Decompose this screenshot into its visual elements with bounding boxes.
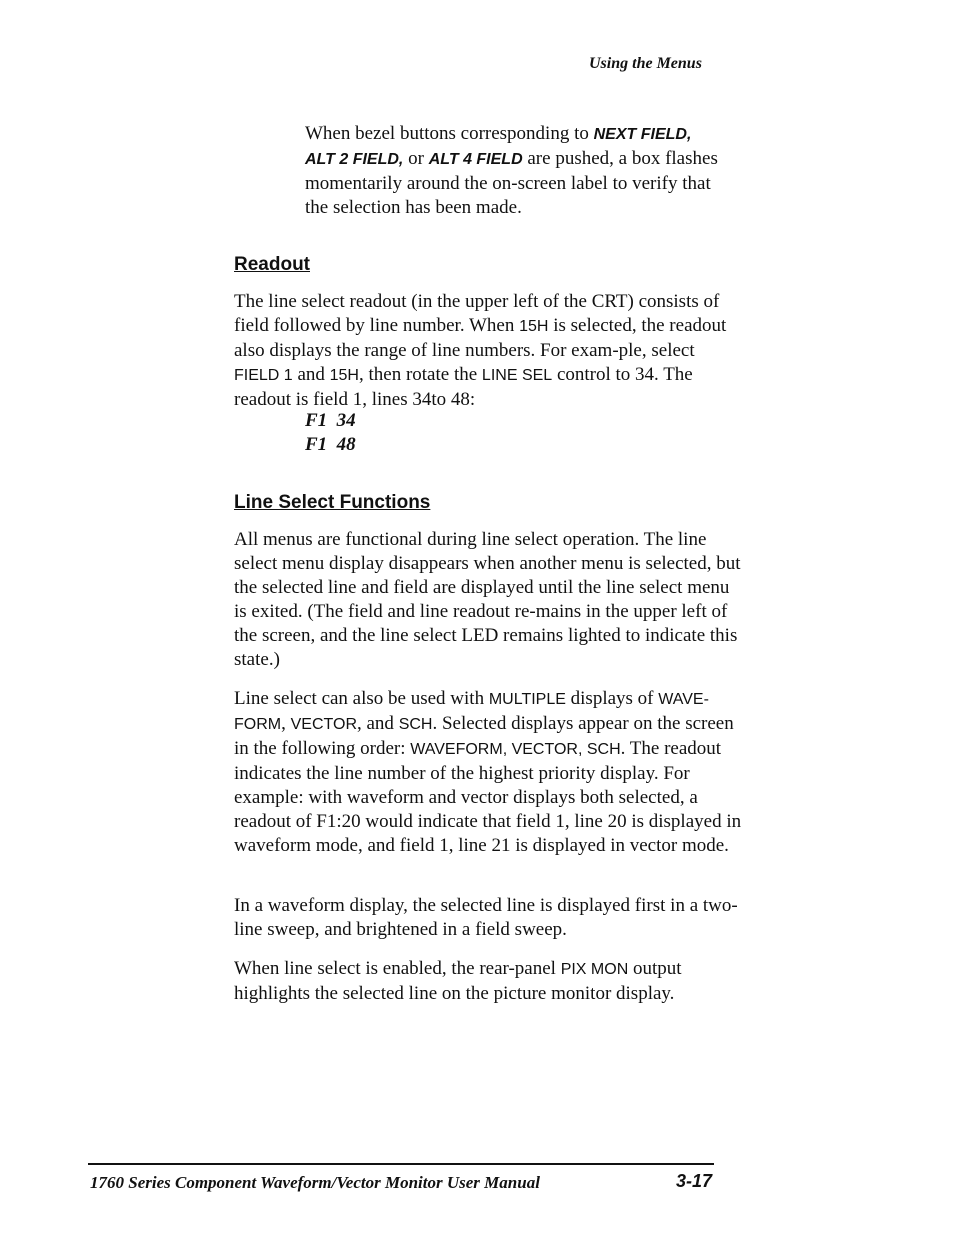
paragraph-text: , (281, 713, 291, 734)
readout-example-line-1: F1 34 (305, 410, 356, 431)
keyword-pix-mon: PIX MON (560, 961, 629, 978)
readout-text: control to 34. The readout is field 1, lines 34to 48: (234, 364, 693, 410)
paragraph-text: , and (357, 713, 399, 734)
readout-text: and (292, 364, 330, 385)
keyword-field-1: FIELD 1 (234, 367, 293, 384)
paragraph-text: output highlights the selected line on the picture monitor display. (234, 958, 682, 1004)
intro-paragraph (305, 122, 735, 220)
line-select-paragraph-3: In a waveform display, the selected line is displayed first in a two-line sweep, and brightened in a field sweep. (234, 895, 738, 940)
keyword-vector: VECTOR (290, 716, 357, 733)
line-select-paragraph-4 (234, 957, 744, 1006)
keyword-sch: SCH (398, 716, 433, 733)
keyword-15h: 15H (519, 318, 549, 335)
intro-text: are pushed, a box flashes momentarily around the on-screen label to verify that the selection has been made. (305, 148, 718, 218)
paragraph-text: Line select can also be used with (234, 688, 489, 709)
section-heading-line-select-functions: Line Select Functions (234, 492, 431, 513)
page-number: 3-17 (676, 1171, 713, 1191)
readout-text: , then rotate the (358, 364, 482, 385)
intro-text: or (403, 148, 429, 169)
readout-paragraph (234, 290, 740, 412)
line-select-paragraph-1: All menus are functional during line select operation. The line select menu display disappears when another menu is selected, but the selected line and field are displayed until the line select menu is exited. (The field and line readout re-mains in the upper left of the screen, and the line select LED remains lighted to indicate this state.) (234, 529, 741, 670)
paragraph-text: When line select is enabled, the rear-panel (234, 958, 561, 979)
section-heading-readout: Readout (234, 254, 310, 275)
footer-manual-title: 1760 Series Component Waveform/Vector Monitor User Manual (90, 1173, 540, 1192)
keyword-display-order: WAVEFORM, VECTOR, SCH (410, 741, 621, 758)
keyword-waveform: WAVE-FORM (234, 691, 709, 733)
alt4-field-keyword: ALT 4 FIELD (428, 151, 523, 168)
line-select-paragraph-2 (234, 687, 744, 858)
keyword-line-sel: LINE SEL (481, 367, 553, 384)
intro-text: When bezel buttons corresponding to (305, 123, 594, 144)
alt2-field-keyword: ALT 2 FIELD, (305, 151, 404, 168)
readout-text: is selected, the readout also displays the range of line numbers. For exam-ple, select (234, 315, 727, 361)
running-head: Using the Menus (589, 55, 702, 72)
footer-rule (88, 1163, 714, 1165)
paragraph-text: displays of (565, 688, 659, 709)
keyword-multiple: MULTIPLE (488, 691, 566, 708)
readout-example-line-2: F1 48 (305, 434, 356, 455)
paragraph-text: . The readout indicates the line number of the highest priority display. For example: with waveform and vector displays both selected, a readout of F1:20 would indicate that field 1, line 20 is displayed in waveform mode, and field 1, line 21 is displayed in vector mode. (234, 738, 742, 856)
keyword-15h: 15H (329, 367, 359, 384)
next-field-keyword: NEXT FIELD, (593, 126, 692, 143)
paragraph-text: . Selected displays appear on the screen in the following order: (234, 713, 734, 759)
readout-text: The line select readout (in the upper left of the CRT) consists of field followed by line number. When (234, 291, 720, 336)
